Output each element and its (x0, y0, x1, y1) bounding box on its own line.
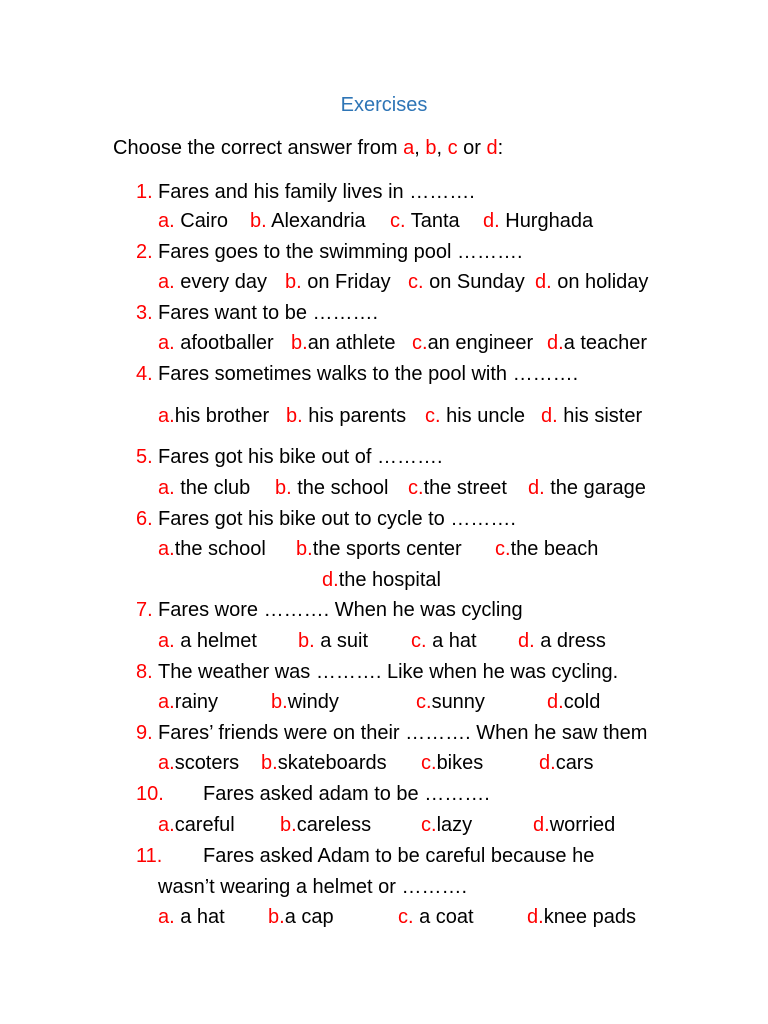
question-number: 4. (136, 363, 153, 385)
option-d[interactable]: d. Hurghada (483, 210, 594, 232)
question-text: Fares asked adam to be ………. (203, 783, 490, 805)
question-number: 8. (136, 661, 153, 683)
option-d[interactable]: d. his sister (541, 405, 643, 427)
option-d[interactable]: d.cars (539, 752, 594, 774)
question-number: 10. (136, 783, 164, 805)
instruction-sep: , (414, 137, 426, 159)
question-text: The weather was ………. Like when he was cycling. (158, 661, 619, 683)
option-a[interactable]: a. every day (158, 271, 267, 293)
instruction-letter-d: d (486, 137, 498, 159)
option-a[interactable]: a. a helmet (158, 630, 257, 652)
option-b[interactable]: b.skateboards (261, 752, 387, 774)
question-number: 9. (136, 722, 153, 744)
question-text: Fares asked Adam to be careful because he (203, 845, 595, 867)
option-b[interactable]: b.careless (280, 814, 372, 836)
option-b[interactable]: b. the school (275, 477, 389, 499)
option-d[interactable]: d.a teacher (547, 332, 648, 354)
question-text: Fares goes to the swimming pool ………. (158, 241, 523, 263)
option-a[interactable]: a.careful (158, 814, 235, 836)
option-b[interactable]: b. on Friday (285, 271, 391, 293)
option-c[interactable]: c. Tanta (390, 210, 460, 232)
instruction-letter-b: b (425, 137, 437, 159)
question-text: Fares wore ………. When he was cycling (158, 599, 523, 621)
option-d[interactable]: d. a dress (518, 630, 606, 652)
question-number: 11. (136, 845, 163, 867)
question-text: wasn’t wearing a helmet or ………. (158, 876, 468, 898)
question-text: Fares want to be ………. (158, 302, 379, 324)
option-c[interactable]: c.the street (408, 477, 507, 499)
question-number: 6. (136, 508, 153, 530)
option-a[interactable]: a.scoters (158, 752, 240, 774)
instruction (113, 137, 503, 160)
option-b[interactable]: b. a suit (298, 630, 369, 652)
option-c[interactable]: c.the beach (495, 538, 599, 560)
option-b[interactable]: b.windy (271, 691, 339, 713)
question-text: Fares sometimes walks to the pool with ………. (158, 363, 579, 385)
question-number: 5. (136, 446, 153, 468)
option-a[interactable]: a.the school (158, 538, 266, 560)
option-c[interactable]: c. a hat (411, 630, 477, 652)
option-a[interactable]: a. the club (158, 477, 251, 499)
question-text: Fares’ friends were on their ………. When he saw them (158, 722, 648, 744)
option-b[interactable]: b.an athlete (291, 332, 396, 354)
option-a[interactable]: a.his brother (158, 405, 270, 427)
instruction-text: Choose the correct answer from (113, 137, 404, 159)
option-c[interactable]: c. on Sunday (408, 271, 525, 293)
option-b[interactable]: b. his parents (286, 405, 407, 427)
question-number: 2. (136, 241, 153, 263)
option-d[interactable]: d. on holiday (535, 271, 649, 293)
instruction-sep: , (436, 137, 448, 159)
option-b[interactable]: b.the sports center (296, 538, 462, 560)
option-a[interactable]: a. Cairo (158, 210, 229, 232)
instruction-or: or (457, 137, 487, 159)
option-c[interactable]: c.lazy (421, 814, 473, 836)
option-d[interactable]: d.the hospital (322, 569, 441, 591)
question-number: 7. (136, 599, 153, 621)
option-a[interactable]: a. a hat (158, 906, 225, 928)
option-a[interactable]: a.rainy (158, 691, 219, 713)
question-11-cont (158, 875, 467, 899)
option-b[interactable]: b.a cap (268, 906, 334, 928)
option-c[interactable]: c. his uncle (425, 405, 526, 427)
instruction-end: : (497, 137, 504, 159)
option-d[interactable]: d.cold (547, 691, 601, 713)
option-d[interactable]: d.worried (533, 814, 616, 836)
question-number: 3. (136, 302, 153, 324)
option-c[interactable]: c.sunny (416, 691, 485, 713)
question-text: Fares got his bike out to cycle to ………. (158, 508, 516, 530)
page-title: Exercises (340, 94, 428, 116)
instruction-letter-c: c (447, 137, 458, 159)
option-a[interactable]: a. afootballer (158, 332, 274, 354)
option-c[interactable]: c.bikes (421, 752, 484, 774)
question-text: Fares got his bike out of ………. (158, 446, 443, 468)
option-d[interactable]: d.knee pads (527, 906, 636, 928)
option-c[interactable]: c. a coat (398, 906, 474, 928)
instruction-letter-a: a (403, 137, 415, 159)
option-d[interactable]: d. the garage (528, 477, 646, 499)
option-b[interactable]: b. Alexandria (250, 210, 366, 232)
option-c[interactable]: c.an engineer (412, 332, 534, 354)
question-text: Fares and his family lives in ………. (158, 181, 475, 203)
question-number: 1. (136, 181, 153, 203)
